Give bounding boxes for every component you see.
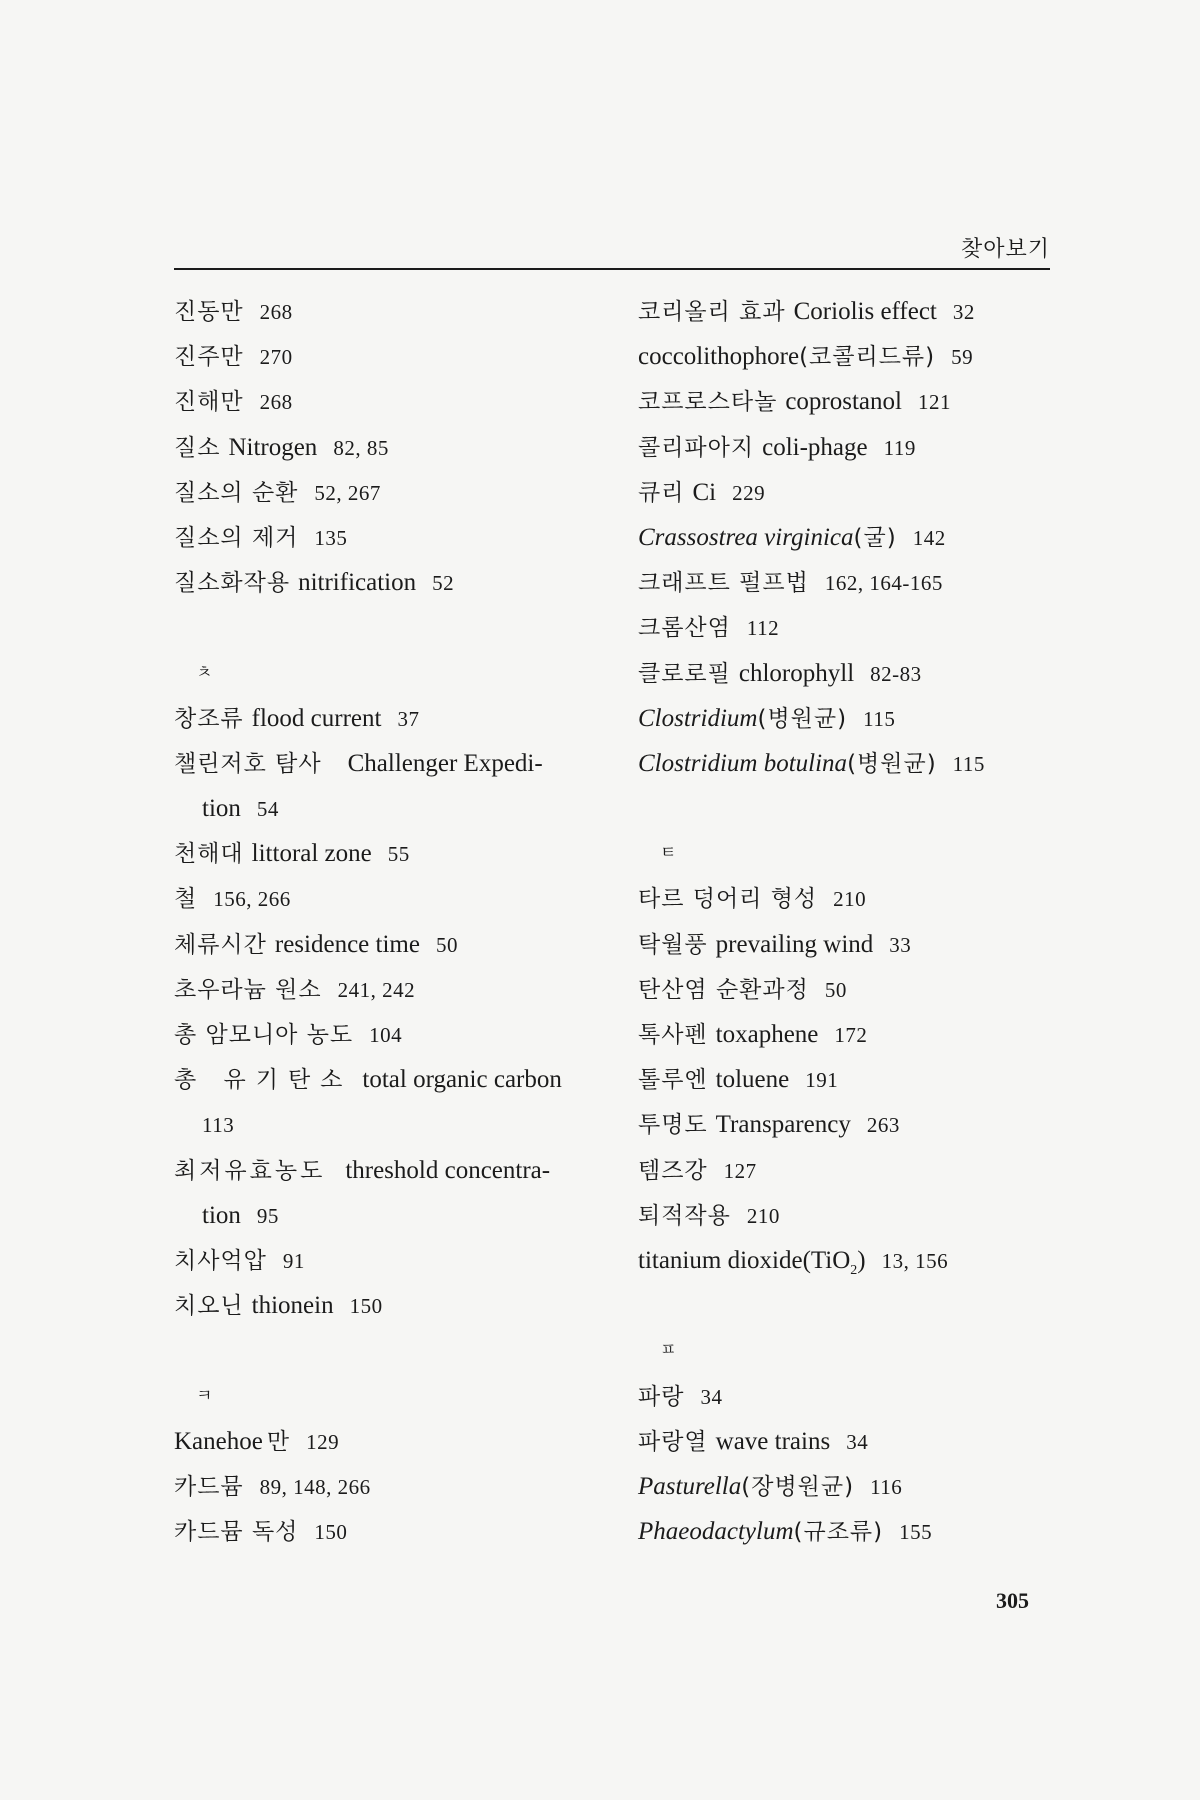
entry-pages: 113 (202, 1113, 235, 1138)
spacer (638, 786, 1068, 831)
index-entry (174, 831, 614, 876)
entry-latin: Phaeodactylum (638, 1518, 794, 1546)
index-entry (638, 1012, 1068, 1057)
entry-pages: 150 (314, 1520, 348, 1545)
index-entry (638, 1193, 1068, 1238)
entry-english: chlorophyll (738, 659, 855, 687)
entry-term: 체류시간 (174, 931, 267, 958)
entry-term: 만 (266, 1428, 291, 1455)
entry-pages: 54 (256, 797, 279, 822)
entry-term: 크래프트 펄프법 (638, 570, 809, 597)
entry-term: 투명도 (638, 1112, 708, 1139)
index-entry (638, 560, 1068, 605)
entry-term: 크롬산염 (638, 615, 731, 642)
entry-english: coccolithophore (638, 343, 800, 371)
entry-term: 철 (174, 886, 198, 913)
entry-pages: 210 (833, 887, 867, 912)
entry-term: 코프로스타놀 (638, 389, 778, 416)
entry-latin: Clostridium (638, 704, 758, 732)
index-entry (174, 1057, 614, 1102)
entry-english: threshold concentra- (345, 1156, 551, 1184)
index-entry (638, 1464, 1068, 1509)
entry-english: wave trains (715, 1427, 831, 1455)
entry-pages: 115 (952, 751, 985, 776)
index-entry (638, 515, 1068, 560)
entry-english: littoral zone (251, 840, 372, 868)
entry-pages: 263 (866, 1113, 900, 1138)
index-entry (638, 425, 1068, 470)
entry-pages: 142 (912, 525, 946, 550)
index-entry (174, 425, 614, 470)
index-entry (174, 1283, 614, 1328)
index-column-right (638, 289, 1068, 1554)
entry-pages: 104 (369, 1023, 403, 1047)
index-entry (638, 967, 1068, 1012)
entry-term: 카드뮴 독성 (174, 1519, 299, 1546)
entry-pages: 91 (282, 1248, 305, 1273)
index-entry (638, 289, 1068, 334)
index-entry (638, 696, 1068, 741)
entry-pages: 59 (951, 345, 974, 370)
index-entry (174, 1012, 614, 1057)
entry-english: coli-phage (762, 433, 868, 461)
entry-pages: 172 (834, 1023, 868, 1047)
entry-pages: 82-83 (870, 661, 922, 686)
entry-pages: 55 (387, 842, 410, 867)
entry-english: Transparency (715, 1111, 851, 1139)
entry-term: 파랑열 (638, 1428, 708, 1455)
entry-english: Kanehoe (174, 1427, 263, 1455)
entry-term: 코리올리 효과 (638, 299, 786, 325)
index-entry (638, 922, 1068, 967)
index-entry (174, 334, 614, 379)
index-entry (638, 1102, 1068, 1147)
index-entry (174, 696, 614, 741)
entry-latin: Pasturella (638, 1472, 742, 1500)
entry-pages: 268 (259, 390, 293, 415)
entry-pages: 33 (889, 932, 912, 957)
entry-english: flood current (251, 704, 382, 732)
entry-term: 진동만 (174, 299, 244, 325)
entry-english: Ci (692, 478, 717, 506)
entry-english: tion (202, 795, 241, 823)
entry-pages: 52, 267 (314, 480, 381, 505)
section-heading-pieup: ㅍ (660, 1340, 677, 1361)
index-entry (638, 651, 1068, 696)
entry-english: coprostanol (785, 388, 902, 416)
entry-term: 진해만 (174, 389, 244, 416)
entry-term: (규조류) (793, 1519, 884, 1546)
entry-pages: 150 (349, 1294, 383, 1319)
index-entry (638, 1509, 1068, 1554)
entry-term: 창조류 (174, 705, 244, 732)
running-head: 찾아보기 (960, 237, 1050, 262)
entry-term: (병원균) (757, 705, 848, 732)
entry-term: 천해대 (174, 841, 244, 868)
index-entry (638, 741, 1068, 786)
entry-pages: 32 (952, 300, 975, 324)
page-number: 305 (996, 1588, 1029, 1613)
entry-pages: 162, 164-165 (824, 571, 943, 596)
entry-english: Nitrogen (228, 433, 318, 461)
index-entry-continuation (174, 786, 614, 831)
entry-english: titanium dioxide(TiO (638, 1246, 851, 1274)
entry-term: 치사억압 (174, 1247, 267, 1274)
index-entry (638, 334, 1068, 379)
entry-pages: 156, 266 (213, 887, 291, 912)
index-entry (174, 1148, 614, 1193)
index-entry (174, 967, 614, 1012)
entry-pages: 13, 156 (881, 1248, 949, 1273)
section-heading-tieut: ㅌ (660, 843, 677, 864)
index-entry (174, 379, 614, 424)
entry-pages: 135 (314, 525, 348, 550)
index-entry (174, 1238, 614, 1283)
entry-term: 큐리 (638, 479, 685, 506)
entry-english: thionein (251, 1292, 334, 1320)
entry-pages: 270 (259, 345, 293, 370)
closing-paren: ) (857, 1246, 866, 1274)
index-entry (638, 1419, 1068, 1464)
entry-term: 탄산염 순환과정 (638, 976, 809, 1003)
entry-pages: 50 (824, 977, 847, 1002)
entry-term: 총 암모니아 농도 (174, 1022, 354, 1048)
entry-term: 치오닌 (174, 1293, 244, 1320)
entry-term: 타르 덩어리 형성 (638, 886, 818, 913)
entry-term: (굴) (853, 524, 897, 551)
entry-latin: Clostridium botulina (638, 749, 848, 777)
index-entry (174, 1419, 614, 1464)
entry-english: toluene (715, 1066, 790, 1094)
entry-pages: 119 (883, 435, 916, 460)
entry-pages: 50 (435, 932, 458, 957)
entry-pages: 229 (732, 480, 766, 505)
entry-term: 톨루엔 (638, 1067, 708, 1094)
entry-english: tion (202, 1201, 241, 1229)
subscript-2: 2 (850, 1262, 858, 1278)
entry-pages: 268 (259, 300, 293, 324)
entry-term: 퇴적작용 (638, 1202, 731, 1229)
entry-term: 콜리파아지 (638, 434, 755, 461)
entry-pages: 82, 85 (333, 435, 389, 460)
entry-english: toxaphene (715, 1021, 819, 1048)
index-column-left (174, 289, 614, 1554)
entry-term: (장병원균) (741, 1473, 855, 1500)
entry-pages: 129 (306, 1429, 340, 1454)
entry-pages: 34 (700, 1384, 723, 1409)
entry-term: (코콜리드류) (799, 344, 936, 371)
index-entry (638, 1238, 1068, 1283)
entry-english: Challenger Expedi- (347, 749, 543, 777)
index-entry (638, 876, 1068, 921)
entry-pages: 89, 148, 266 (259, 1474, 371, 1499)
entry-pages: 155 (899, 1520, 933, 1545)
entry-pages: 127 (723, 1158, 757, 1183)
entry-term: 질소화작용 (174, 570, 291, 597)
entry-pages: 121 (917, 390, 951, 415)
index-entry (174, 560, 614, 605)
entry-term: 카드뮴 (174, 1473, 244, 1500)
entry-english: nitrification (298, 569, 417, 597)
entry-pages: 116 (870, 1474, 903, 1499)
entry-pages: 241, 242 (337, 977, 416, 1002)
entry-english: residence time (274, 930, 420, 958)
index-entry-continuation (174, 1102, 614, 1147)
entry-term: 탁월풍 (638, 931, 708, 958)
entry-term: 질소의 순환 (174, 479, 299, 506)
entry-english: prevailing wind (715, 930, 874, 958)
entry-latin: Crassostrea virginica (638, 523, 854, 551)
index-entry (174, 741, 614, 786)
spacer (638, 1283, 1068, 1328)
entry-pages: 191 (805, 1068, 839, 1093)
entry-term: 최저유효농도 (174, 1157, 326, 1184)
entry-pages: 112 (746, 616, 780, 641)
entry-pages: 115 (863, 706, 896, 731)
index-entry-continuation (174, 1193, 614, 1238)
spacer (174, 605, 614, 650)
entry-english: total organic carbon (362, 1066, 562, 1094)
index-entry (174, 289, 614, 334)
entry-pages: 37 (397, 706, 420, 731)
entry-term: 챌린저호 탐사 (174, 750, 322, 777)
entry-english: Coriolis effect (793, 298, 937, 325)
section-heading-kieuk: ㅋ (196, 1385, 213, 1406)
entry-pages: 34 (846, 1429, 869, 1454)
index-entry (638, 470, 1068, 515)
index-entry (174, 515, 614, 560)
entry-term: 클로로필 (638, 660, 731, 687)
index-entry (638, 379, 1068, 424)
index-entry (174, 1464, 614, 1509)
entry-pages: 52 (432, 571, 455, 596)
entry-term: 템즈강 (638, 1157, 708, 1184)
index-entry (174, 470, 614, 515)
index-entry (638, 1057, 1068, 1102)
index-entry (638, 605, 1068, 650)
entry-term: 총 유기탄소 (174, 1067, 353, 1094)
entry-term: 질소 (174, 434, 221, 461)
page-header (174, 228, 1050, 270)
index-entry (174, 922, 614, 967)
entry-term: 파랑 (638, 1383, 685, 1410)
entry-pages: 210 (746, 1203, 780, 1228)
section-heading-chieut: ㅊ (196, 662, 213, 683)
entry-pages: 95 (256, 1203, 279, 1228)
entry-term: 질소의 제거 (174, 524, 299, 551)
index-entry (638, 1374, 1068, 1419)
entry-term: 톡사펜 (638, 1022, 708, 1048)
entry-term: (병원균) (847, 750, 937, 777)
entry-term: 초우라늄 원소 (174, 976, 322, 1003)
entry-term: 진주만 (174, 344, 244, 371)
index-entry (638, 1148, 1068, 1193)
spacer (174, 1328, 614, 1373)
index-entry (174, 1509, 614, 1554)
index-entry (174, 876, 614, 921)
